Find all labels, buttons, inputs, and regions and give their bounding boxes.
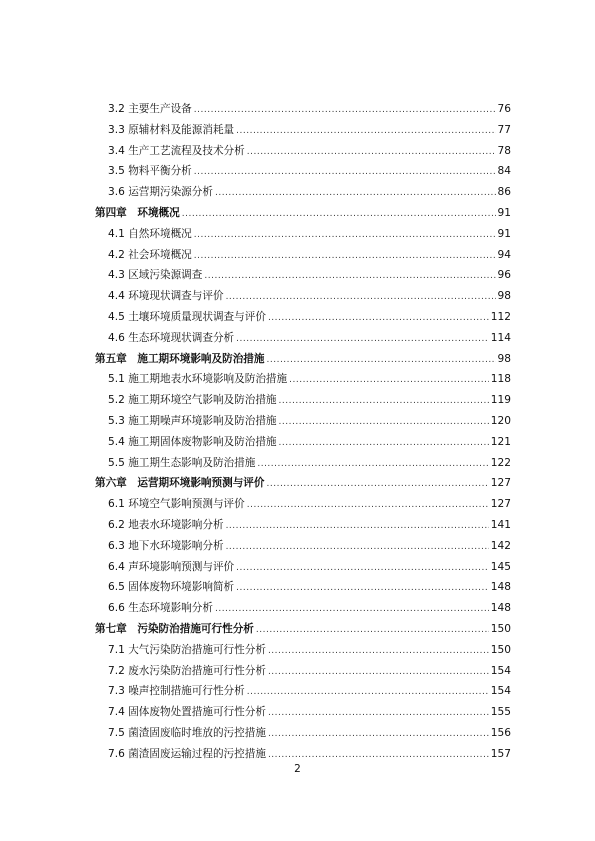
toc-entry-label: 5.2 施工期环境空气影响及防治措施 — [108, 394, 277, 407]
toc-entry-label: 3.6 运营期污染源分析 — [108, 186, 213, 199]
toc-entry-page: 119 — [490, 394, 511, 407]
toc-entry-label: 3.4 生产工艺流程及技术分析 — [108, 144, 245, 157]
toc-entry-label: 4.4 环境现状调查与评价 — [108, 290, 224, 303]
table-of-contents — [95, 101, 511, 767]
toc-entry[interactable] — [95, 642, 511, 663]
toc-entry[interactable] — [95, 184, 511, 205]
toc-entry-label: 4.2 社会环境概况 — [108, 248, 192, 261]
dot-leader — [215, 188, 496, 198]
dot-leader — [236, 583, 489, 593]
toc-entry-label: 6.5 固体废物环境影响简析 — [108, 581, 235, 594]
toc-entry[interactable] — [95, 683, 511, 704]
toc-entry[interactable] — [95, 517, 511, 538]
toc-entry-page: 112 — [490, 310, 511, 323]
dot-leader — [289, 375, 489, 385]
toc-entry-label: 6.2 地表水环境影响分析 — [108, 518, 224, 531]
toc-entry-label: 4.6 生态环境现状调查分析 — [108, 331, 235, 344]
dot-leader — [247, 687, 489, 697]
dot-leader — [194, 105, 496, 115]
toc-entry-label: 5.4 施工期固体废物影响及防治措施 — [108, 435, 277, 448]
toc-entry-label: 6.6 生态环境影响分析 — [108, 602, 213, 615]
dot-leader — [226, 292, 496, 302]
toc-entry[interactable] — [95, 579, 511, 600]
toc-entry-label: 3.3 原辅材料及能源消耗量 — [108, 123, 235, 136]
toc-chapter[interactable] — [95, 621, 511, 642]
toc-chapter-page: 127 — [490, 477, 511, 490]
toc-entry-page: 114 — [490, 331, 511, 344]
dot-leader — [279, 396, 489, 406]
toc-entry-label: 5.5 施工期生态影响及防治措施 — [108, 456, 256, 469]
toc-entry-page: 127 — [490, 498, 511, 511]
toc-entry-page: 96 — [497, 269, 511, 282]
toc-chapter-page: 91 — [497, 206, 511, 219]
toc-entry[interactable] — [95, 559, 511, 580]
toc-entry-page: 154 — [490, 664, 511, 677]
toc-chapter-label: 第四章 环境概况 — [95, 206, 180, 219]
toc-entry[interactable] — [95, 143, 511, 164]
toc-entry[interactable] — [95, 288, 511, 309]
toc-entry-label: 7.3 噪声控制措施可行性分析 — [108, 685, 245, 698]
toc-entry-page: 84 — [497, 165, 511, 178]
toc-chapter[interactable] — [95, 351, 511, 372]
toc-entry-label: 6.1 环境空气影响预测与评价 — [108, 498, 245, 511]
toc-entry-page: 142 — [490, 539, 511, 552]
toc-chapter-page: 150 — [490, 622, 511, 635]
toc-entry[interactable] — [95, 725, 511, 746]
dot-leader — [194, 230, 496, 240]
toc-entry-page: 121 — [490, 435, 511, 448]
toc-entry-page: 157 — [490, 747, 511, 760]
toc-entry[interactable] — [95, 101, 511, 122]
toc-entry-label: 6.4 声环境影响预测与评价 — [108, 560, 235, 573]
toc-entry[interactable] — [95, 371, 511, 392]
toc-chapter-page: 98 — [497, 352, 511, 365]
toc-entry-page: 77 — [497, 123, 511, 136]
dot-leader — [247, 500, 489, 510]
toc-entry[interactable] — [95, 434, 511, 455]
dot-leader — [257, 459, 488, 469]
dot-leader — [226, 521, 489, 531]
dot-leader — [247, 147, 496, 157]
toc-entry-page: 78 — [497, 144, 511, 157]
toc-entry-page: 91 — [497, 227, 511, 240]
toc-entry-label: 5.1 施工期地表水环境影响及防治措施 — [108, 373, 288, 386]
toc-entry[interactable] — [95, 704, 511, 725]
toc-chapter-label: 第七章 污染防治措施可行性分析 — [95, 622, 254, 635]
toc-entry-label: 3.5 物料平衡分析 — [108, 165, 192, 178]
dot-leader — [226, 542, 489, 552]
toc-entry-page: 122 — [490, 456, 511, 469]
toc-entry-page: 141 — [490, 518, 511, 531]
toc-entry-label: 4.3 区域污染源调查 — [108, 269, 203, 282]
toc-chapter[interactable] — [95, 475, 511, 496]
toc-entry-page: 154 — [490, 685, 511, 698]
toc-entry-page: 148 — [490, 602, 511, 615]
toc-entry-label: 6.3 地下水环境影响分析 — [108, 539, 224, 552]
toc-entry-page: 98 — [497, 290, 511, 303]
dot-leader — [267, 479, 489, 489]
dot-leader — [215, 604, 489, 614]
toc-entry-page: 120 — [490, 414, 511, 427]
toc-entry-page: 155 — [490, 706, 511, 719]
dot-leader — [236, 563, 489, 573]
toc-entry-label: 7.2 废水污染防治措施可行性分析 — [108, 664, 266, 677]
toc-entry-label: 4.1 自然环境概况 — [108, 227, 192, 240]
dot-leader — [268, 750, 489, 760]
toc-entry[interactable] — [95, 496, 511, 517]
toc-entry[interactable] — [95, 600, 511, 621]
dot-leader — [268, 667, 489, 677]
toc-entry[interactable] — [95, 163, 511, 184]
toc-entry[interactable] — [95, 663, 511, 684]
toc-entry-label: 7.1 大气污染防治措施可行性分析 — [108, 643, 266, 656]
toc-entry[interactable] — [95, 267, 511, 288]
dot-leader — [268, 313, 489, 323]
toc-chapter-label: 第六章 运营期环境影响预测与评价 — [95, 477, 265, 490]
toc-entry[interactable] — [95, 330, 511, 351]
dot-leader — [268, 646, 489, 656]
toc-entry-label: 7.6 菌渣固废运输过程的污控措施 — [108, 747, 266, 760]
toc-entry-label: 7.4 固体废物处置措施可行性分析 — [108, 706, 266, 719]
toc-entry-page: 148 — [490, 581, 511, 594]
toc-entry-page: 94 — [497, 248, 511, 261]
toc-entry[interactable] — [95, 247, 511, 268]
toc-entry-label: 7.5 菌渣固废临时堆放的污控措施 — [108, 726, 266, 739]
toc-chapter-label: 第五章 施工期环境影响及防治措施 — [95, 352, 265, 365]
toc-entry-page: 145 — [490, 560, 511, 573]
toc-entry[interactable] — [95, 122, 511, 143]
toc-entry[interactable] — [95, 309, 511, 330]
dot-leader — [268, 729, 489, 739]
toc-entry[interactable] — [95, 413, 511, 434]
dot-leader — [279, 417, 489, 427]
toc-entry-page: 76 — [497, 103, 511, 115]
toc-entry-label: 5.3 施工期噪声环境影响及防治措施 — [108, 414, 277, 427]
toc-entry-page: 156 — [490, 726, 511, 739]
toc-entry-page: 118 — [490, 373, 511, 386]
toc-entry-page: 86 — [497, 186, 511, 199]
dot-leader — [279, 438, 489, 448]
dot-leader — [267, 355, 496, 365]
dot-leader — [194, 251, 496, 261]
toc-entry[interactable] — [95, 455, 511, 476]
toc-entry-page: 150 — [490, 643, 511, 656]
toc-entry[interactable] — [95, 392, 511, 413]
dot-leader — [256, 625, 489, 635]
toc-entry-label: 3.2 主要生产设备 — [108, 103, 192, 115]
dot-leader — [204, 271, 495, 281]
dot-leader — [236, 334, 489, 344]
page-number: 2 — [294, 763, 301, 775]
toc-entry-label: 4.5 土壤环境质量现状调查与评价 — [108, 310, 266, 323]
dot-leader — [194, 167, 496, 177]
toc-entry[interactable] — [95, 538, 511, 559]
toc-entry[interactable] — [95, 226, 511, 247]
dot-leader — [268, 708, 489, 718]
toc-chapter[interactable] — [95, 205, 511, 226]
dot-leader — [236, 126, 495, 136]
dot-leader — [182, 209, 496, 219]
